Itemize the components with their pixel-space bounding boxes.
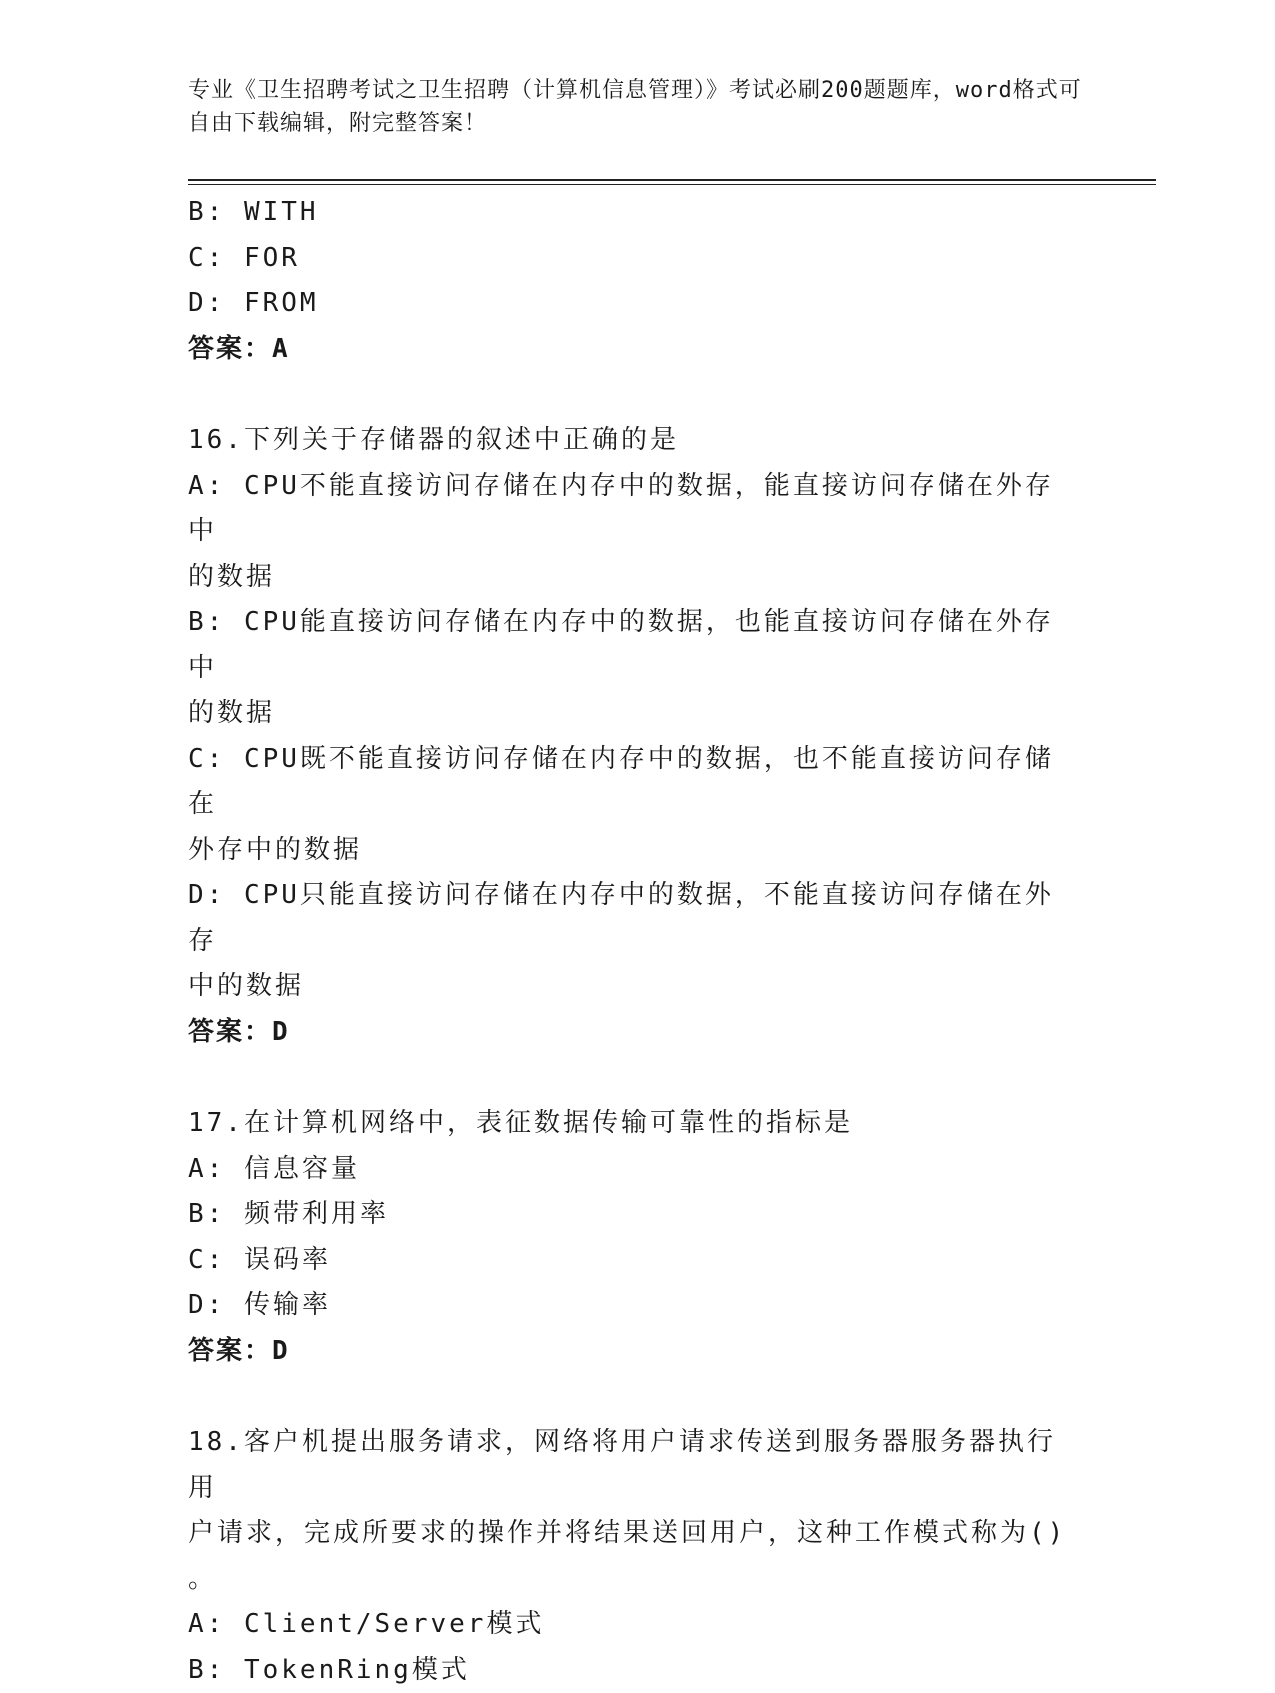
option-b-cont: 的数据 xyxy=(188,691,1068,737)
question-text: 18.客户机提出服务请求，网络将用户请求传送到服务器服务器执行用 xyxy=(188,1420,1068,1511)
option-c: C: FOR xyxy=(188,236,1068,282)
question-block-18 xyxy=(188,1420,1068,1693)
question-block-17 xyxy=(188,1101,1068,1374)
option-a-cont: 的数据 xyxy=(188,555,1068,601)
document-header xyxy=(188,74,1088,140)
header-divider xyxy=(188,179,1156,181)
header-divider-thin xyxy=(188,184,1156,185)
question-text-end: 。 xyxy=(188,1557,1068,1603)
option-c: C: 误码率 xyxy=(188,1238,1068,1284)
option-d: D: CPU只能直接访问存储在内存中的数据，不能直接访问存储在外存 xyxy=(188,873,1068,964)
option-c-cont: 外存中的数据 xyxy=(188,828,1068,874)
question-content xyxy=(188,190,1068,1693)
answer-line: 答案：D xyxy=(188,1010,1068,1056)
header-title: 专业《卫生招聘考试之卫生招聘（计算机信息管理）》考试必刷200题题库，word格式可自由下载编辑，附完整答案！ xyxy=(188,74,1088,140)
option-b: B: CPU能直接访问存储在内存中的数据，也能直接访问存储在外存中 xyxy=(188,600,1068,691)
option-d: D: 传输率 xyxy=(188,1283,1068,1329)
question-block-15 xyxy=(188,190,1068,372)
answer-line: 答案：A xyxy=(188,327,1068,373)
option-d: D: FROM xyxy=(188,281,1068,327)
option-b: B: TokenRing模式 xyxy=(188,1648,1068,1693)
option-a: A: CPU不能直接访问存储在内存中的数据，能直接访问存储在外存中 xyxy=(188,464,1068,555)
option-a: A: Client/Server模式 xyxy=(188,1602,1068,1648)
question-text: 16.下列关于存储器的叙述中正确的是 xyxy=(188,418,1068,464)
option-c: C: CPU既不能直接访问存储在内存中的数据，也不能直接访问存储在 xyxy=(188,737,1068,828)
question-block-16 xyxy=(188,418,1068,1055)
option-a: A: 信息容量 xyxy=(188,1147,1068,1193)
option-d-cont: 中的数据 xyxy=(188,964,1068,1010)
option-b: B: 频带利用率 xyxy=(188,1192,1068,1238)
question-text-cont: 户请求，完成所要求的操作并将结果送回用户，这种工作模式称为() xyxy=(188,1511,1068,1557)
question-text: 17.在计算机网络中，表征数据传输可靠性的指标是 xyxy=(188,1101,1068,1147)
option-b: B: WITH xyxy=(188,190,1068,236)
answer-line: 答案：D xyxy=(188,1329,1068,1375)
